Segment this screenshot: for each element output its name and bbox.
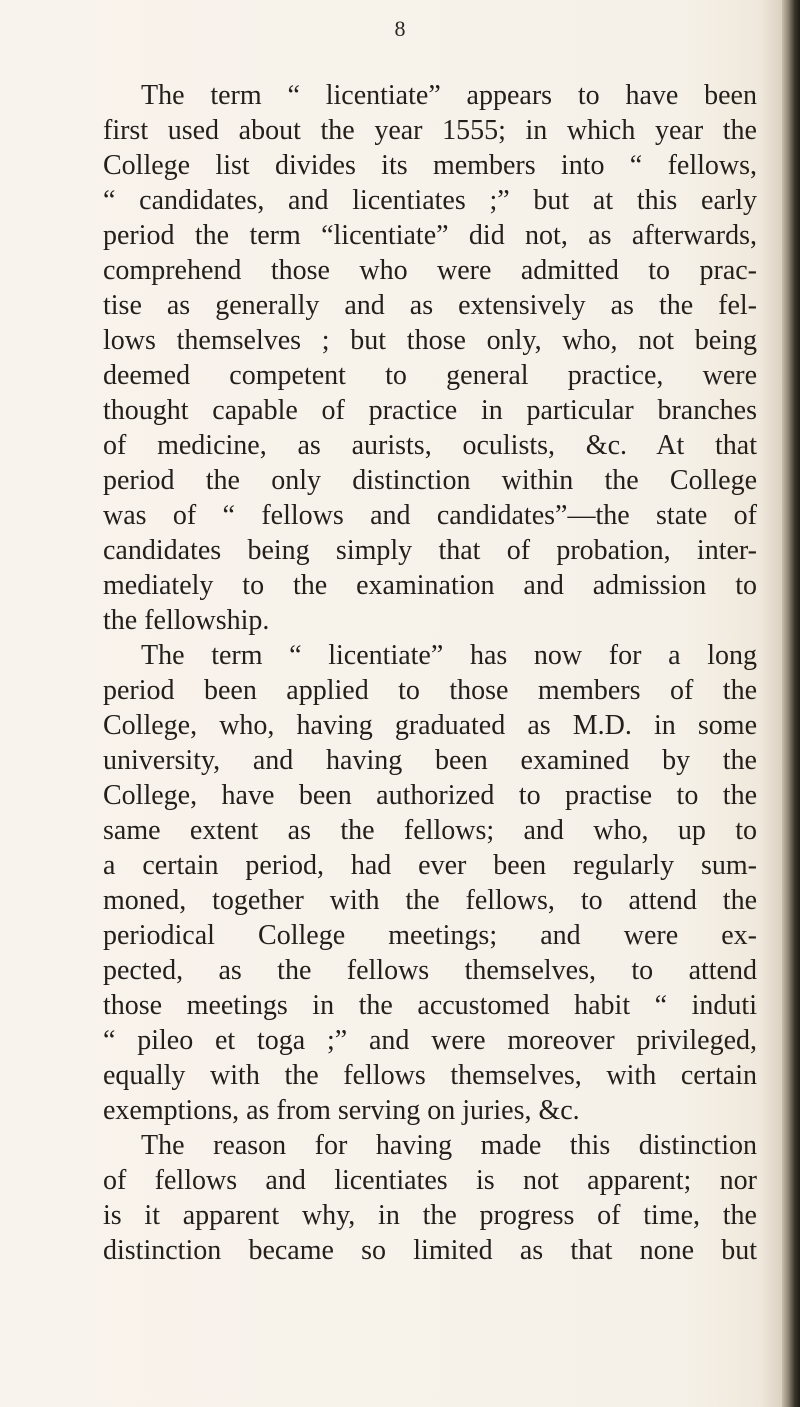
text-line: moned, together with the fellows, to attend the (103, 885, 757, 916)
text-line: pected, as the fellows themselves, to attend (103, 955, 757, 986)
text-line: distinction became so limited as that none but (103, 1235, 757, 1266)
text-line: same extent as the fellows; and who, up to (103, 815, 757, 846)
text-line: period the term “licentiate” did not, as afterwards, (103, 220, 757, 251)
text-line: lows themselves ; but those only, who, not being (103, 325, 757, 356)
text-line: equally with the fellows themselves, with certain (103, 1060, 757, 1091)
text-line: “ pileo et toga ;” and were moreover privileged, (103, 1025, 757, 1056)
text-line: periodical College meetings; and were ex- (103, 920, 757, 951)
text-line: the fellowship. (103, 605, 270, 636)
paragraph (103, 78, 757, 638)
book-spine-edge (782, 0, 800, 1407)
text-line: “ candidates, and licentiates ;” but at this early (103, 185, 757, 216)
text-line: candidates being simply that of probation, inter- (103, 535, 757, 566)
text-line: thought capable of practice in particular branches (103, 395, 757, 426)
text-line: period been applied to those members of the (103, 675, 757, 706)
text-line: deemed competent to general practice, were (103, 360, 757, 391)
paragraph (103, 1128, 757, 1268)
text-line: is it apparent why, in the progress of time, the (103, 1200, 757, 1231)
text-line: a certain period, had ever been regularly sum- (103, 850, 757, 881)
body-text (103, 78, 757, 1268)
page-number: 8 (394, 16, 406, 41)
text-line: university, and having been examined by the (103, 745, 757, 776)
text-line: The term “ licentiate” appears to have been (141, 80, 757, 111)
text-line: of medicine, as aurists, oculists, &c. At that (103, 430, 757, 461)
text-line: tise as generally and as extensively as the fel- (103, 290, 757, 321)
text-line: exemptions, as from serving on juries, &c. (103, 1095, 580, 1126)
text-line: first used about the year 1555; in which year the (103, 115, 757, 146)
text-line: College list divides its members into “ fellows, (103, 150, 757, 181)
text-line: College, have been authorized to practise to the (103, 780, 757, 811)
text-line: The term “ licentiate” has now for a long (141, 640, 757, 671)
text-line: mediately to the examination and admission to (103, 570, 757, 601)
text-line: period the only distinction within the College (103, 465, 757, 496)
text-line: College, who, having graduated as M.D. in some (103, 710, 757, 741)
text-line: was of “ fellows and candidates”—the state of (103, 500, 757, 531)
text-line: those meetings in the accustomed habit “ induti (103, 990, 757, 1021)
text-line: of fellows and licentiates is not apparent; nor (103, 1165, 757, 1196)
text-line: comprehend those who were admitted to prac- (103, 255, 757, 286)
text-line: The reason for having made this distinction (141, 1130, 757, 1161)
paragraph (103, 638, 757, 1128)
